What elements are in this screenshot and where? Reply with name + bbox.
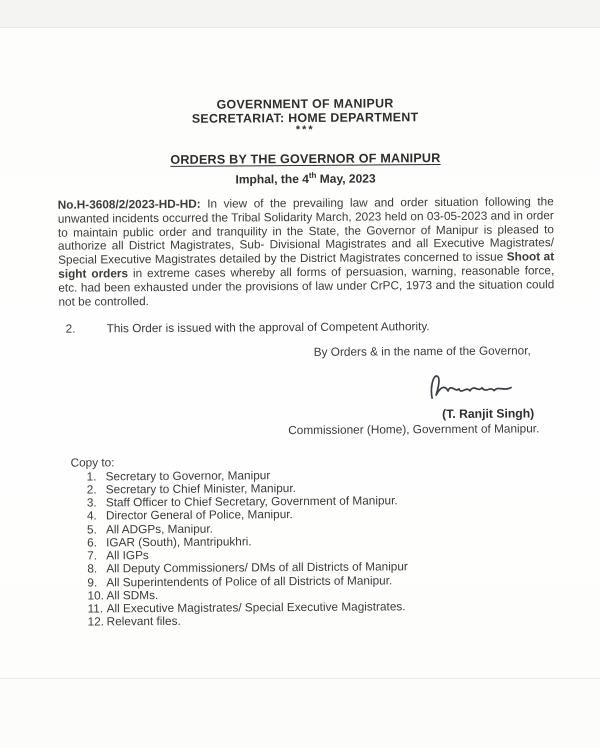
order-title-block — [57, 148, 553, 188]
document-content — [0, 95, 600, 629]
copy-to-item-number: 12. — [87, 614, 105, 629]
copy-to-item-number: 2. — [86, 482, 97, 497]
copy-to-item-text: Staff Officer to Chief Secretary, Government of Manipur. — [105, 493, 398, 510]
paragraph-2-number: 2. — [65, 321, 76, 337]
copy-to-item-number: 3. — [86, 495, 97, 510]
copy-to-item-number: 6. — [87, 535, 97, 550]
copy-to-item-number: 11. — [87, 601, 104, 616]
signature-block — [59, 372, 539, 439]
shoot-at-sight-emphasis: Shoot at sight orders — [58, 249, 555, 281]
letterhead-separator-stars: *** — [295, 123, 315, 137]
paragraph-2-text: This Order is issued with the approval of Competent Authority. — [106, 319, 430, 336]
letterhead-org: GOVERNMENT OF MANIPUR — [216, 96, 394, 112]
letterhead-dept: SECRETARIAT: HOME DEPARTMENT — [191, 110, 419, 126]
copy-to-item-text: Secretary to Chief Minister, Manipur. — [105, 481, 296, 497]
copy-to-item-number: 10. — [87, 588, 104, 603]
copy-to-item-text: All Deputy Commissioners/ DMs of all Districts of Manipur — [106, 559, 408, 576]
copy-to-label: Copy to: — [70, 455, 115, 470]
signatory-designation: Commissioner (Home), Government of Manipur. — [288, 421, 540, 438]
copy-to-item-number: 1. — [86, 469, 97, 484]
paragraph-1-text-b: in extreme cases whereby all forms of persuasion, warning, reasonable force, etc. had been exhausted under the provisions of law under CrPC, 1973 and the situation could not be controlled. — [58, 263, 555, 309]
copy-to-section — [60, 453, 557, 629]
copy-to-item-text: Secretary to Governor, Manipur — [105, 468, 271, 484]
copy-to-item-text: All Executive Magistrates/ Special Executive Magistrates. — [106, 599, 406, 616]
scan-bottom-edge — [0, 678, 600, 748]
scan-top-edge — [0, 0, 600, 28]
copy-to-list — [87, 467, 557, 629]
copy-to-item-text: Director General of Police, Manipur. — [105, 507, 293, 523]
letterhead — [57, 95, 553, 136]
copy-to-item-text: All SDMs. — [106, 587, 159, 603]
reference-number: No.H-3608/2/2023-HD-HD: — [57, 196, 201, 212]
copy-to-item-number: 5. — [86, 522, 97, 537]
dateline-prefix: Imphal, the 4 — [235, 171, 309, 187]
order-paragraph-1 — [58, 195, 555, 309]
copy-to-list-item — [88, 612, 557, 628]
copy-to-item-text: All IGPs — [106, 548, 149, 563]
copy-to-item-text: IGAR (South), Mantripukhri. — [106, 534, 252, 550]
signatory-name: (T. Ranjit Singh) — [442, 406, 535, 422]
copy-to-item-number: 9. — [87, 574, 98, 589]
copy-to-item-text: Relevant files. — [106, 613, 181, 629]
copy-to-item-number: 4. — [86, 508, 97, 523]
order-paragraph-2 — [59, 319, 555, 336]
place-dateline — [58, 166, 554, 188]
document-page — [0, 28, 600, 678]
copy-to-item-text: All Superintendents of Police of all Districts of Manipur. — [106, 572, 393, 589]
order-title: ORDERS BY THE GOVERNOR OF MANIPUR — [170, 151, 441, 167]
signature-scribble — [425, 372, 517, 403]
dateline-suffix: May, 2023 — [316, 171, 376, 186]
copy-to-item-number: 7. — [87, 548, 98, 563]
copy-to-item-number: 8. — [87, 561, 98, 576]
dateline-ordinal-suffix: th — [308, 170, 317, 180]
copy-to-item-text: All ADGPs, Manipur. — [105, 521, 213, 537]
by-orders-line: By Orders & in the name of the Governor, — [313, 343, 531, 360]
paragraph-1-text-a: In view of the prevailing law and order situation following the unwanted incidents occurred the Tribal Solidarity March, 2023 held on 03-05-2023 and in order to maintain public order and tranquility in the State, the Governor of Manipur is pleased to authorize all District Magistrates, Sub- Divisional Magistrates and all Executive Magistrates/ Special Executive Magistrates detailed by the District Magistrates concerned to issue — [57, 194, 555, 267]
